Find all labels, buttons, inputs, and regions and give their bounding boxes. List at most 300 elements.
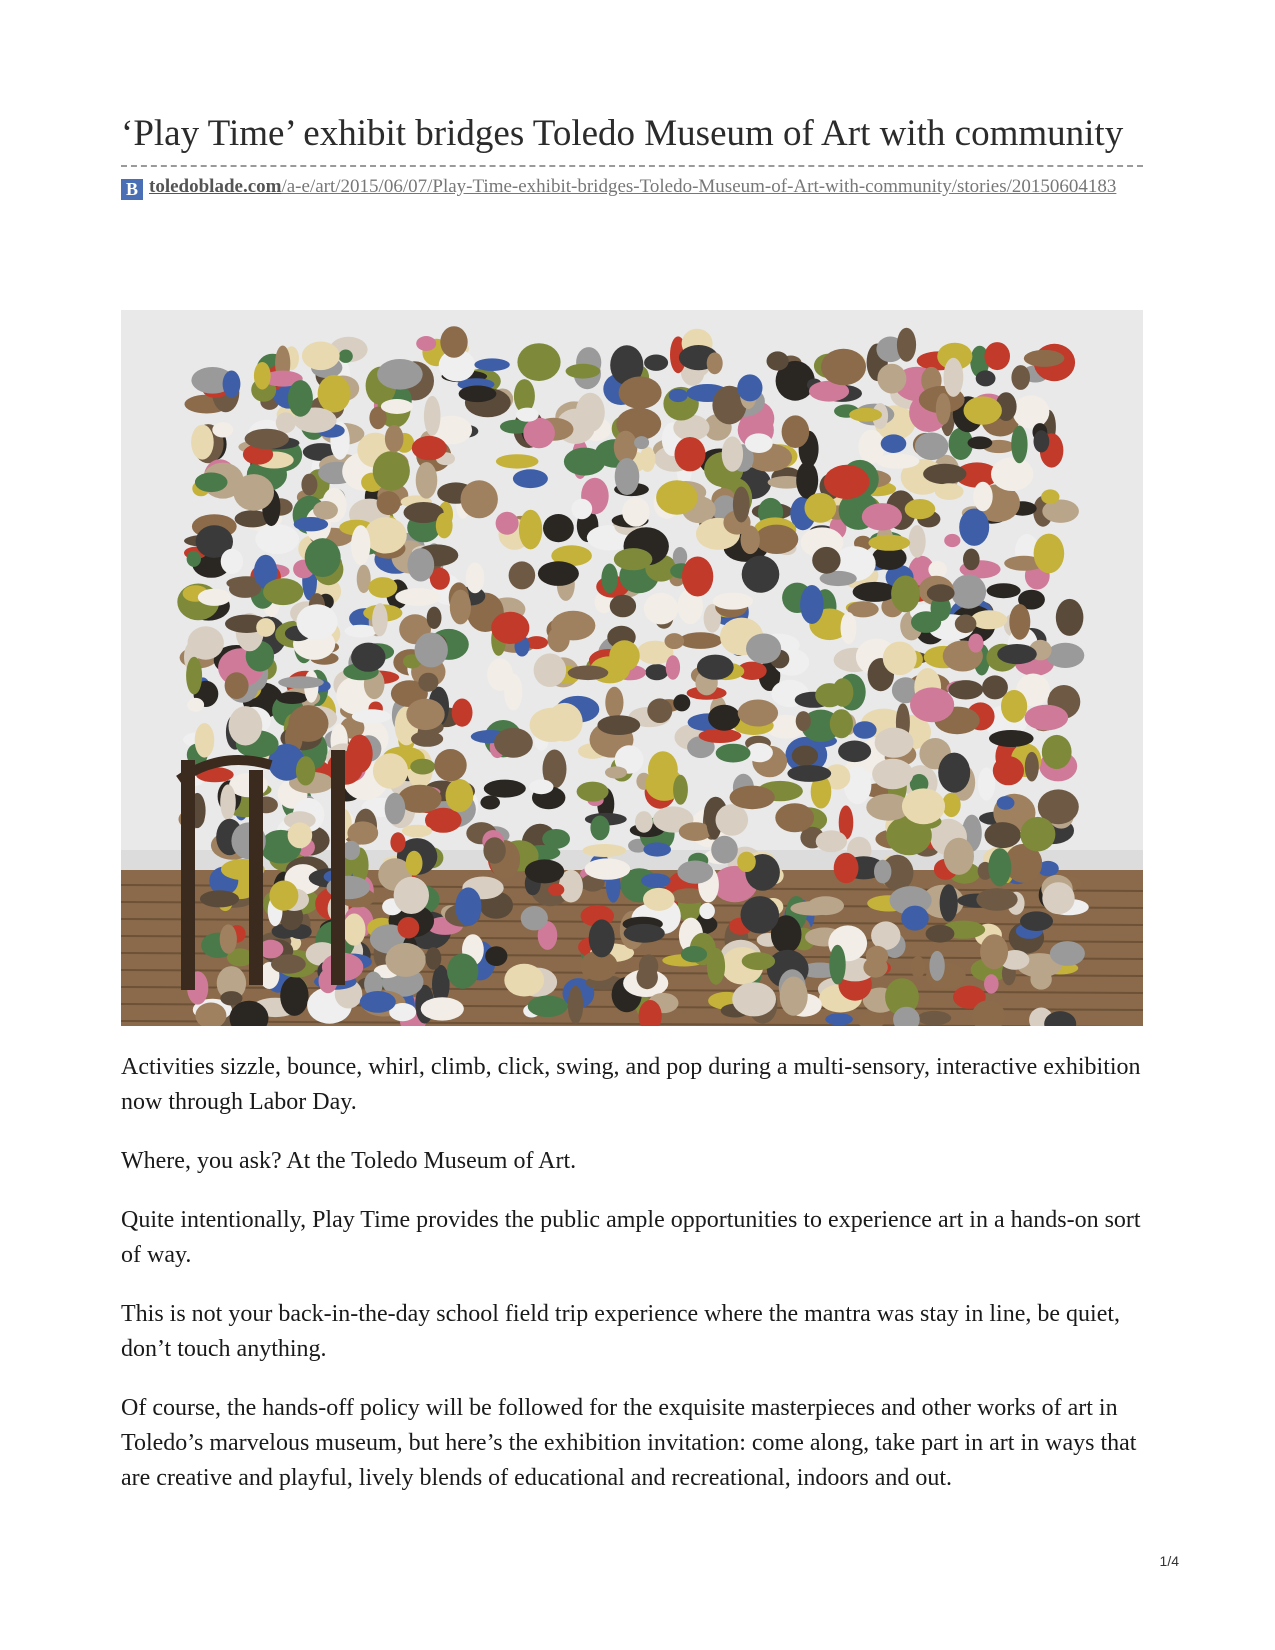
plush-toy	[474, 358, 509, 371]
plush-toy	[730, 786, 775, 810]
plush-toy	[566, 364, 601, 379]
plush-toy	[491, 612, 529, 644]
plush-toy	[418, 673, 438, 692]
plush-toy	[538, 561, 579, 586]
plush-toy	[571, 499, 592, 520]
plush-toy	[716, 744, 751, 763]
plush-toy	[446, 779, 474, 812]
plush-toy	[288, 705, 328, 742]
plush-toy	[509, 561, 536, 589]
plush-toy	[746, 634, 781, 664]
plush-toy	[863, 957, 887, 978]
paragraph-1: Activities sizzle, bounce, whirl, climb, click, swing, and pop during a multi-sensory, interactive exhibition now through Labor Day.	[121, 1054, 1141, 1115]
plush-toy	[610, 595, 636, 618]
plush-toy	[302, 342, 340, 371]
plush-toy	[951, 575, 986, 609]
blade-favicon-icon: B	[121, 179, 143, 200]
photo-canvas	[121, 310, 1143, 1026]
plush-toy	[412, 436, 447, 460]
paragraph-3: Quite intentionally, Play Time provides the public ample opportunities to experience art in a hands-on sort of way.	[121, 1207, 1141, 1268]
plush-toy	[534, 653, 567, 687]
plush-toy	[351, 525, 370, 565]
plush-toy	[815, 683, 844, 707]
plush-toy	[891, 576, 920, 613]
plush-toy	[645, 664, 668, 680]
plush-toy	[548, 884, 564, 896]
plush-toy	[564, 448, 605, 476]
plush-toy	[944, 838, 974, 875]
plush-toy	[223, 371, 241, 398]
plush-toy	[406, 699, 444, 730]
plush-toy	[707, 352, 723, 374]
plush-toy	[985, 822, 1021, 848]
plush-toy	[745, 433, 773, 453]
plush-toy	[410, 759, 435, 775]
plush-toy	[656, 480, 698, 514]
plush-toy	[195, 723, 215, 758]
paragraph-4: This is not your back-in-the-day school field trip experience where the mantra was stay in line, be quiet, don’t touch anything.	[121, 1301, 1121, 1362]
plush-toy	[415, 633, 448, 668]
plush-toy	[1050, 941, 1085, 966]
plush-toy	[568, 986, 583, 1024]
plush-toy	[767, 351, 789, 370]
plush-toy	[345, 625, 378, 638]
plush-toy	[915, 433, 949, 461]
source-link[interactable]	[121, 176, 1143, 200]
plush-toy	[447, 954, 478, 989]
plush-toy	[277, 692, 308, 704]
plush-toy	[424, 396, 441, 436]
plush-toy	[466, 563, 485, 594]
plush-toy	[989, 730, 1034, 747]
plush-toy	[530, 708, 574, 742]
plush-toy	[229, 706, 263, 745]
plush-toy	[634, 436, 649, 449]
paragraph-2: Where, you ask? At the Toledo Museum of Art.	[121, 1148, 577, 1174]
plush-toy	[220, 784, 236, 820]
plush-toy	[398, 917, 420, 939]
plush-toy	[263, 578, 303, 605]
plush-toy	[821, 349, 866, 386]
plush-toy	[513, 469, 548, 488]
plush-toy	[737, 852, 756, 872]
plush-toy	[624, 924, 665, 943]
plush-toy	[787, 765, 831, 782]
plush-toy	[225, 672, 249, 699]
article-page	[121, 112, 1143, 1491]
plush-toy	[716, 804, 749, 836]
plush-toy	[305, 538, 341, 577]
plush-toy	[360, 991, 396, 1013]
plush-toy	[494, 728, 533, 758]
plush-toy	[590, 816, 609, 841]
plush-toy	[516, 408, 539, 422]
plush-toy	[436, 513, 453, 539]
plush-toy	[483, 837, 505, 864]
plush-toy	[800, 585, 824, 624]
plush-toy	[644, 593, 678, 625]
paragraph-5: Of course, the hands-off policy will be followed for the exquisite masterpieces and other works of art in Toledo’s marvelous museum, but here’s the exhibition invitation: come along, take part in art in ways that are creative and playful, lively blends of educational and recreational, indoors and out.	[121, 1395, 1137, 1491]
plush-toy	[993, 756, 1024, 785]
plush-toy	[862, 503, 902, 530]
plush-toy	[876, 454, 919, 469]
plush-toy	[542, 829, 570, 849]
plush-toy	[790, 901, 834, 915]
plush-toy	[641, 873, 671, 888]
plush-toy	[496, 512, 519, 535]
plush-toy	[523, 418, 555, 449]
plush-toy	[643, 842, 671, 856]
plush-toy	[1013, 395, 1050, 428]
plush-toy	[871, 921, 900, 949]
plush-toy	[377, 359, 423, 390]
plush-toy	[955, 615, 977, 634]
plush-toy	[245, 429, 289, 449]
plush-toy	[269, 881, 298, 911]
plush-toy	[665, 633, 685, 649]
plush-toy	[647, 698, 672, 723]
plush-toy	[1020, 911, 1053, 931]
plush-toy	[233, 474, 274, 511]
plush-toy	[390, 832, 405, 852]
plush-toy	[416, 336, 436, 351]
plush-toy	[411, 731, 443, 747]
plush-toy	[301, 474, 317, 496]
plush-toy	[568, 666, 609, 681]
plush-toy	[255, 524, 299, 554]
plush-toy	[343, 914, 366, 946]
plush-toy	[589, 919, 615, 957]
plush-toy	[434, 749, 466, 781]
plush-toy	[585, 858, 631, 879]
plush-toy	[968, 634, 983, 653]
plush-toy	[997, 796, 1015, 810]
plush-toy	[1011, 365, 1030, 390]
plush-toy	[812, 547, 840, 574]
plush-toy	[455, 887, 481, 926]
plush-toy	[874, 860, 891, 884]
plush-toy	[427, 607, 442, 629]
plush-toy	[816, 830, 847, 852]
plush-toy	[722, 436, 743, 471]
plush-toy	[188, 626, 224, 659]
plush-toy	[1056, 599, 1084, 636]
plush-toy	[868, 535, 910, 551]
plush-toy	[984, 974, 999, 993]
plush-toy	[853, 721, 877, 739]
plush-toy	[936, 393, 951, 425]
plush-toy	[824, 465, 870, 499]
plush-toy	[829, 945, 845, 985]
article-body	[121, 1050, 1143, 1520]
plush-toy	[347, 735, 373, 773]
plush-toy	[792, 746, 818, 767]
plush-toy	[935, 483, 964, 500]
plush-toy	[1011, 426, 1027, 464]
plush-toy	[959, 509, 989, 546]
plush-toy	[796, 711, 811, 731]
plush-toy	[917, 1011, 951, 1025]
plush-toy	[732, 982, 776, 1016]
plush-toy	[927, 584, 955, 602]
plush-toy	[496, 454, 539, 468]
plush-toy	[426, 947, 442, 970]
plush-toy	[780, 977, 808, 1016]
plush-toy	[421, 997, 464, 1020]
title-divider	[121, 165, 1143, 167]
plush-toy	[288, 380, 313, 417]
plush-toy	[897, 328, 916, 362]
plush-toy	[221, 549, 243, 574]
plush-toy	[905, 499, 936, 519]
plush-toy	[875, 728, 914, 758]
plush-toy	[198, 589, 231, 606]
plush-toy	[276, 412, 296, 433]
plush-toy	[997, 644, 1037, 664]
plush-toy	[976, 370, 996, 386]
plush-toy	[679, 632, 722, 649]
plush-toy	[929, 951, 944, 981]
plush-toy	[288, 822, 313, 848]
plush-toy	[639, 954, 658, 977]
plush-toy	[838, 741, 871, 763]
plush-toy	[528, 996, 568, 1018]
plush-toy	[601, 564, 618, 594]
plush-toy	[775, 803, 814, 832]
plush-toy	[480, 796, 500, 810]
plush-toy	[521, 906, 548, 930]
plush-toy	[372, 603, 388, 636]
plush-toy	[982, 675, 1008, 699]
plush-toy	[406, 851, 423, 876]
plush-toy	[737, 374, 762, 401]
plush-toy	[944, 534, 960, 547]
plush-toy	[517, 343, 560, 381]
plush-toy	[368, 577, 397, 598]
plush-toy	[394, 877, 429, 914]
plush-toy	[187, 698, 204, 712]
plush-toy	[352, 709, 391, 723]
plush-toy	[971, 610, 1007, 629]
plush-toy	[713, 593, 753, 610]
plush-toy	[741, 526, 760, 555]
plush-toy	[377, 491, 401, 515]
plush-toy	[191, 425, 214, 460]
plush-toy	[519, 510, 542, 550]
plush-toy	[926, 925, 955, 943]
plush-toy	[976, 888, 1017, 911]
plush-toy	[296, 604, 337, 640]
plush-toy	[525, 859, 564, 883]
plush-toy	[1034, 430, 1050, 452]
plush-toy	[910, 687, 954, 722]
plush-toy	[742, 556, 780, 593]
plush-toy	[834, 853, 859, 884]
plush-toy	[487, 658, 513, 691]
plush-toy	[635, 811, 653, 833]
plush-toy	[973, 482, 993, 511]
plush-toy	[841, 612, 857, 644]
plush-toy	[741, 896, 780, 933]
plush-toy	[1034, 534, 1065, 574]
plush-toy	[968, 436, 993, 449]
plush-toy	[707, 948, 725, 985]
plush-toy	[1046, 643, 1084, 668]
plush-toy	[796, 462, 818, 499]
plush-toy	[351, 643, 385, 672]
plush-toy	[1009, 604, 1030, 640]
plush-toy	[609, 640, 639, 671]
plush-toy	[883, 642, 917, 676]
plush-toy	[339, 350, 353, 363]
plush-toy	[666, 655, 680, 679]
plush-toy	[459, 386, 497, 403]
plush-toy	[708, 705, 740, 731]
plush-toy	[849, 408, 882, 422]
plush-toy	[980, 934, 1008, 969]
plush-toy	[1025, 752, 1039, 782]
plush-toy	[597, 715, 640, 735]
plush-toy	[484, 780, 526, 798]
plush-toy	[782, 415, 810, 448]
plush-toy	[1020, 817, 1055, 852]
plush-toy	[605, 687, 623, 719]
plush-toy	[1025, 705, 1069, 731]
plush-toy	[583, 844, 627, 857]
plush-toy	[615, 458, 640, 495]
plush-toy	[738, 700, 778, 727]
plush-toy	[364, 517, 406, 553]
plush-toy	[452, 699, 473, 727]
plush-toy	[677, 861, 713, 884]
plush-toy	[978, 768, 995, 801]
source-domain[interactable]: toledoblade.com	[149, 176, 282, 197]
plush-toy	[675, 437, 706, 471]
plush-toy	[187, 551, 201, 567]
plush-toy	[948, 680, 983, 699]
plush-toy	[1041, 489, 1059, 504]
plush-toy	[551, 611, 595, 641]
plush-toy	[881, 434, 907, 453]
plush-toy	[485, 946, 507, 966]
plush-toy	[928, 561, 947, 578]
plush-toy	[254, 362, 271, 390]
plush-toy	[681, 946, 707, 962]
plush-toy	[543, 514, 574, 542]
plush-toy	[938, 753, 970, 793]
plush-toy	[711, 836, 738, 864]
plush-toy	[872, 759, 913, 790]
plush-toy	[212, 422, 233, 437]
plush-toy	[825, 1013, 853, 1025]
plush-toy	[742, 952, 775, 970]
plush-toy	[640, 447, 656, 472]
plush-toy	[697, 655, 734, 680]
plush-toy	[407, 548, 434, 581]
plush-toy	[964, 396, 1002, 424]
plush-toy	[402, 825, 432, 838]
plush-toy	[461, 480, 498, 518]
plush-toy	[877, 364, 906, 394]
plush-toy	[699, 903, 715, 919]
page-indicator: 1/4	[1159, 1553, 1179, 1569]
plush-toy	[220, 924, 237, 953]
plush-toy	[614, 548, 653, 570]
plush-toy	[381, 399, 413, 414]
plush-toy	[963, 549, 980, 571]
plush-toy	[902, 788, 945, 824]
plush-toy	[577, 782, 609, 802]
plush-toy	[1042, 882, 1074, 914]
plush-toy	[229, 580, 261, 598]
plush-toy	[605, 766, 627, 778]
plush-toy	[514, 379, 535, 413]
plush-toy	[944, 358, 964, 397]
source-path[interactable]: /a-e/art/2015/06/07/Play-Time-exhibit-bridges-Toledo-Museum-of-Art-with-community/stories/20150604183	[281, 176, 1117, 197]
plush-toy	[673, 694, 690, 711]
article-title: ‘Play Time’ exhibit bridges Toledo Museum of Art with community	[121, 113, 1124, 154]
plush-toy	[911, 956, 926, 978]
plush-toy	[699, 729, 742, 743]
plush-toy	[909, 525, 926, 558]
plush-toy	[313, 501, 338, 520]
plush-toy	[901, 906, 929, 931]
plush-toy	[186, 657, 202, 695]
plush-toy	[278, 676, 324, 688]
plush-toy	[644, 355, 668, 371]
plush-toy	[673, 775, 688, 805]
plush-toy	[440, 326, 467, 358]
plush-toy	[529, 779, 553, 794]
plush-toy	[940, 884, 958, 922]
plush-toy	[622, 497, 649, 527]
plush-toy	[385, 425, 404, 452]
plush-toy	[504, 964, 544, 997]
plush-toy	[805, 493, 837, 523]
plush-toy	[450, 590, 471, 625]
plush-toy	[318, 375, 351, 413]
plush-toy	[385, 943, 425, 977]
plush-toy	[984, 342, 1010, 370]
plush-toy	[830, 709, 853, 738]
plush-toy	[991, 457, 1033, 491]
plush-toy	[619, 377, 662, 409]
plush-toy	[195, 473, 228, 493]
plush-toy	[280, 976, 308, 1016]
plush-toy	[576, 393, 605, 432]
plush-toy	[296, 756, 315, 785]
plush-toy	[1001, 690, 1027, 723]
plush-toy	[373, 451, 410, 491]
plush-toy	[373, 753, 408, 788]
plush-toy	[395, 588, 440, 606]
plush-toy	[733, 487, 750, 523]
plush-toy	[1042, 735, 1072, 769]
plush-toy	[1024, 350, 1065, 367]
plush-toy	[923, 464, 966, 484]
plush-toy	[200, 890, 239, 907]
plush-toy	[987, 583, 1021, 598]
plush-toy	[755, 525, 798, 554]
plush-toy	[669, 389, 688, 402]
plush-toy	[416, 462, 438, 499]
stuffed-animal-wall-photo	[121, 310, 1143, 1026]
plush-toy	[988, 848, 1011, 886]
plush-toy	[256, 618, 275, 637]
plush-toy	[682, 557, 713, 597]
plush-toy	[853, 582, 897, 602]
plush-toy	[643, 888, 675, 911]
